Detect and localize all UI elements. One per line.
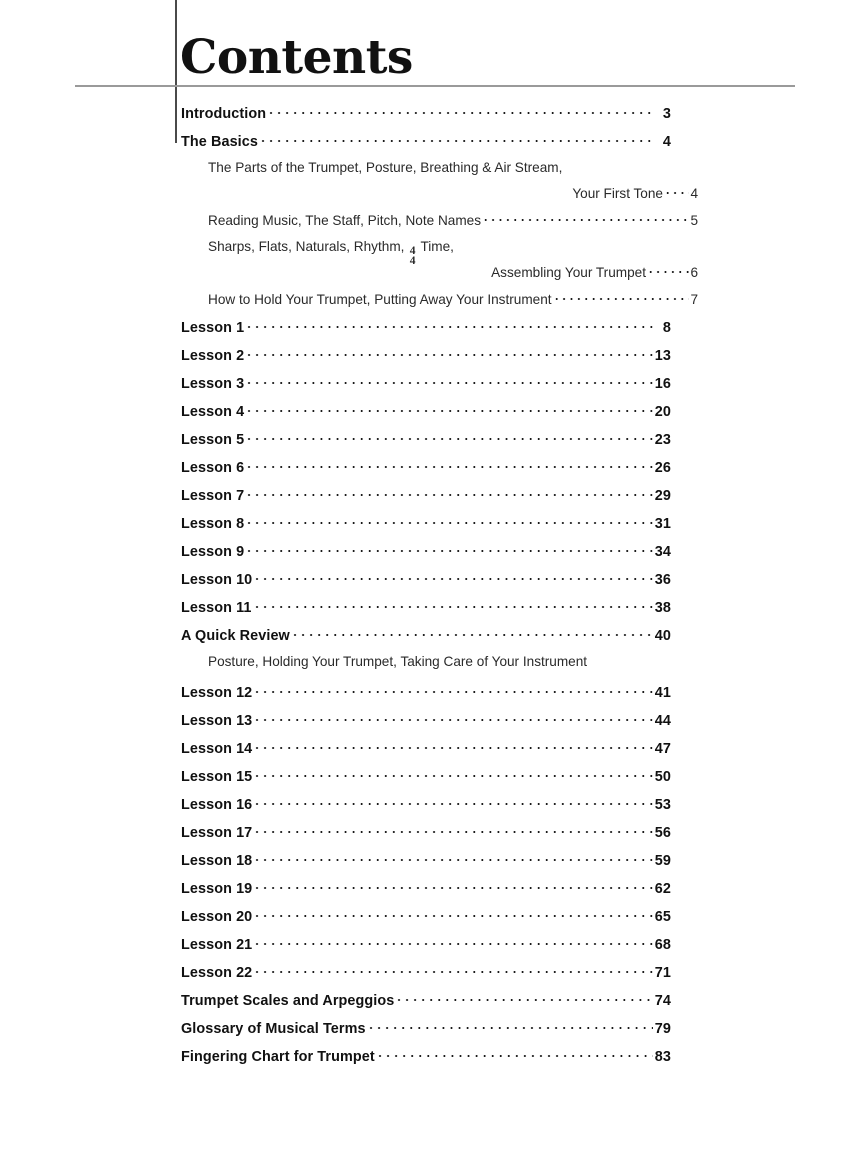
entry-label: Sharps, Flats, Naturals, Rhythm, 4 4 Time,	[208, 239, 454, 267]
toc-subentry[interactable]	[181, 290, 698, 318]
dot-leader	[395, 991, 653, 1005]
page-number: 13	[654, 348, 671, 365]
time-signature-numerator: 4	[409, 245, 416, 258]
page-number: 5	[690, 212, 698, 228]
dot-leader	[245, 514, 653, 528]
toc-entry[interactable]	[181, 104, 671, 132]
toc-entry[interactable]	[181, 458, 671, 486]
page-number: 36	[654, 572, 671, 589]
page-number: 38	[654, 600, 671, 617]
page-number: 7	[690, 291, 698, 307]
page-number: 34	[654, 544, 671, 561]
toc-entry[interactable]	[181, 823, 671, 851]
dot-leader	[253, 907, 653, 921]
entry-label: Assembling Your Trumpet	[491, 264, 646, 280]
dot-leader	[267, 104, 653, 118]
toc-subentry-continuation[interactable]	[181, 184, 698, 211]
page-number: 16	[654, 376, 671, 393]
dot-leader	[253, 739, 653, 753]
page-number: 68	[654, 937, 671, 954]
toc-entry[interactable]	[181, 1047, 671, 1075]
entry-label: Reading Music, The Staff, Pitch, Note Names	[208, 212, 482, 228]
entry-label: Posture, Holding Your Trumpet, Taking Care of Your Instrument	[208, 654, 588, 669]
entry-label: The Basics	[181, 134, 258, 151]
page-number: 65	[654, 909, 671, 926]
dot-leader	[245, 318, 653, 332]
toc-entry[interactable]	[181, 1019, 671, 1047]
toc-subentry-continuation[interactable]	[181, 263, 698, 290]
entry-label: Fingering Chart for Trumpet	[181, 1049, 375, 1066]
page-number: 59	[654, 853, 671, 870]
entry-label: Lesson 13	[181, 713, 253, 730]
dot-leader	[253, 683, 653, 697]
page-number: 31	[654, 516, 671, 533]
dot-leader	[553, 290, 689, 304]
entry-label: Lesson 4	[181, 404, 245, 421]
toc-entry[interactable]	[181, 570, 671, 598]
toc-entry[interactable]	[181, 879, 671, 907]
entry-label: Lesson 15	[181, 769, 253, 786]
entry-label: Lesson 11	[181, 600, 252, 617]
entry-label: Lesson 6	[181, 460, 245, 477]
page-number: 4	[690, 185, 698, 201]
toc-subentry[interactable]	[181, 211, 698, 239]
toc-entry[interactable]	[181, 374, 671, 402]
entry-label: A Quick Review	[181, 628, 290, 645]
dot-leader	[253, 851, 653, 865]
dot-leader	[253, 795, 653, 809]
entry-label: Lesson 7	[181, 488, 245, 505]
entry-label: Lesson 12	[181, 685, 253, 702]
page-number: 23	[654, 432, 671, 449]
entry-label: Lesson 9	[181, 544, 245, 561]
entry-label: Your First Tone	[572, 185, 663, 201]
toc-entry[interactable]	[181, 598, 671, 626]
page-number: 83	[654, 1049, 671, 1066]
dot-leader	[245, 458, 653, 472]
entry-label: Lesson 3	[181, 376, 245, 393]
dot-leader	[253, 570, 653, 584]
dot-leader	[253, 711, 653, 725]
toc-entry[interactable]	[181, 683, 671, 711]
dot-leader	[253, 767, 653, 781]
toc-entry[interactable]	[181, 132, 671, 160]
time-signature-denominator: 4	[409, 254, 416, 267]
toc-entry[interactable]	[181, 907, 671, 935]
entry-label: How to Hold Your Trumpet, Putting Away Your Instrument	[208, 291, 552, 307]
toc-entry[interactable]	[181, 851, 671, 879]
dot-leader	[253, 935, 653, 949]
page-number: 4	[662, 134, 671, 151]
entry-label: Lesson 2	[181, 348, 245, 365]
dot-leader	[647, 263, 689, 277]
toc-entry[interactable]	[181, 514, 671, 542]
dot-leader	[253, 598, 654, 612]
dot-leader	[664, 184, 689, 198]
page-number: 6	[690, 264, 698, 280]
entry-label: Lesson 17	[181, 825, 253, 842]
toc-entry[interactable]	[181, 542, 671, 570]
page-number: 71	[654, 965, 671, 982]
entry-label: Lesson 16	[181, 797, 253, 814]
dot-leader	[253, 879, 653, 893]
page-number: 62	[654, 881, 671, 898]
entry-label: Lesson 20	[181, 909, 253, 926]
entry-label: The Parts of the Trumpet, Posture, Breathing & Air Stream,	[208, 160, 563, 175]
entry-label: Lesson 22	[181, 965, 253, 982]
dot-leader	[245, 346, 653, 360]
dot-leader	[259, 132, 653, 146]
toc-entry[interactable]	[181, 711, 671, 739]
entry-label: Glossary of Musical Terms	[181, 1021, 366, 1038]
toc-subentry[interactable]	[181, 160, 698, 184]
horizontal-rule	[75, 85, 795, 87]
table-of-contents	[181, 104, 698, 1075]
toc-entry[interactable]	[181, 402, 671, 430]
entry-label: Lesson 18	[181, 853, 253, 870]
entry-label: Lesson 19	[181, 881, 253, 898]
dot-leader	[253, 823, 653, 837]
page-number: 8	[662, 320, 671, 337]
toc-entry[interactable]	[181, 795, 671, 823]
entry-label: Lesson 14	[181, 741, 253, 758]
page-number: 29	[654, 488, 671, 505]
entry-label: Lesson 5	[181, 432, 245, 449]
entry-label: Introduction	[181, 106, 267, 123]
toc-entry[interactable]	[181, 346, 671, 374]
toc-subentry	[181, 654, 671, 683]
dot-leader	[245, 402, 653, 416]
page-number: 74	[654, 993, 671, 1010]
dot-leader	[367, 1019, 653, 1033]
dot-leader	[245, 486, 653, 500]
toc-entry[interactable]	[181, 486, 671, 514]
page-number: 20	[654, 404, 671, 421]
dot-leader	[482, 211, 689, 225]
page-number: 53	[654, 797, 671, 814]
page-number: 50	[654, 769, 671, 786]
dot-leader	[245, 430, 653, 444]
dot-leader	[245, 374, 653, 388]
page-number: 47	[654, 741, 671, 758]
time-signature-4-4	[410, 247, 416, 266]
entry-label: Lesson 8	[181, 516, 245, 533]
toc-entry[interactable]	[181, 318, 671, 346]
toc-entry[interactable]	[181, 626, 671, 654]
page-number: 41	[654, 685, 671, 702]
page-number: 3	[662, 106, 671, 123]
entry-label: Lesson 10	[181, 572, 253, 589]
toc-subentry[interactable]	[181, 239, 698, 267]
page-number: 56	[654, 825, 671, 842]
page-title: Contents	[180, 30, 413, 85]
vertical-rule	[175, 0, 177, 143]
page-number: 79	[654, 1021, 671, 1038]
page-number: 40	[654, 628, 671, 645]
entry-label: Lesson 21	[181, 937, 253, 954]
toc-entry[interactable]	[181, 739, 671, 767]
dot-leader	[245, 542, 653, 556]
toc-entry[interactable]	[181, 991, 671, 1019]
page-number: 26	[654, 460, 671, 477]
toc-entry[interactable]	[181, 963, 671, 991]
page-number: 44	[654, 713, 671, 730]
dot-leader	[291, 626, 653, 640]
dot-leader	[253, 963, 653, 977]
toc-entry[interactable]	[181, 430, 671, 458]
dot-leader	[376, 1047, 653, 1061]
toc-entry[interactable]	[181, 767, 671, 795]
entry-label: Trumpet Scales and Arpeggios	[181, 993, 395, 1010]
toc-entry[interactable]	[181, 935, 671, 963]
entry-label: Lesson 1	[181, 320, 245, 337]
